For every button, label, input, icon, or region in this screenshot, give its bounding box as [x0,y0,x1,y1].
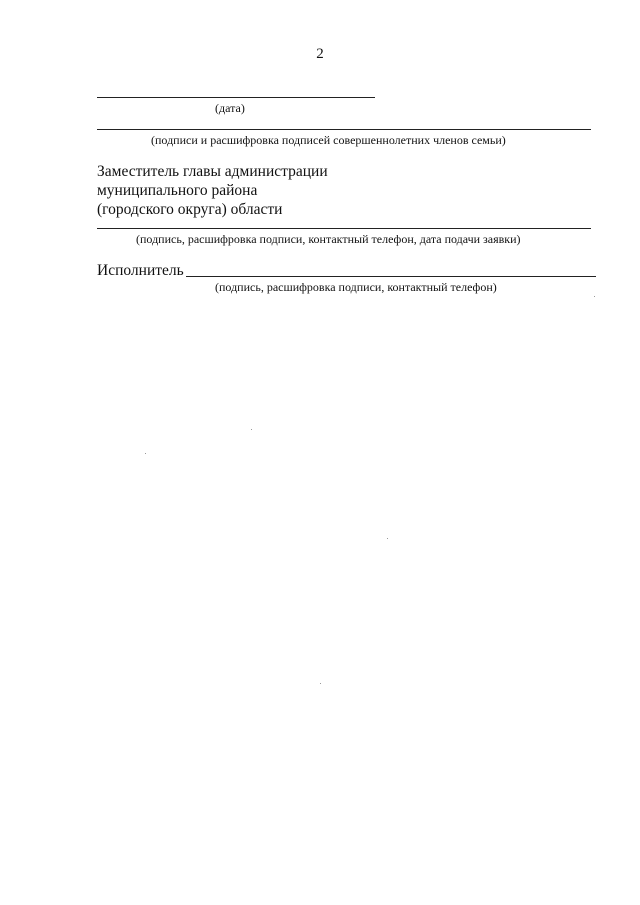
deputy-title-line-2: муниципального района [97,182,258,199]
executor-signature-line [186,276,596,277]
deputy-caption: (подпись, расшифровка подписи, контактный телефон, дата подачи заявки) [136,232,521,246]
date-signature-line [97,97,375,98]
executor-caption: (подпись, расшифровка подписи, контактный телефон) [215,280,497,294]
family-signatures-caption: (подписи и расшифровка подписей совершеннолетних членов семьи) [151,133,506,147]
deputy-title-line-3: (городского округа) области [97,201,283,218]
scan-speck [251,429,252,430]
executor-label: Исполнитель [97,262,184,279]
scan-speck [594,296,595,297]
deputy-signature-line [97,228,591,229]
scan-speck [387,538,388,539]
deputy-title-line-1: Заместитель главы администрации [97,163,328,180]
scan-speck [320,683,321,684]
scan-speck [145,453,146,454]
family-signatures-line [97,129,591,130]
page-number: 2 [316,46,324,62]
date-caption: (дата) [215,101,245,115]
